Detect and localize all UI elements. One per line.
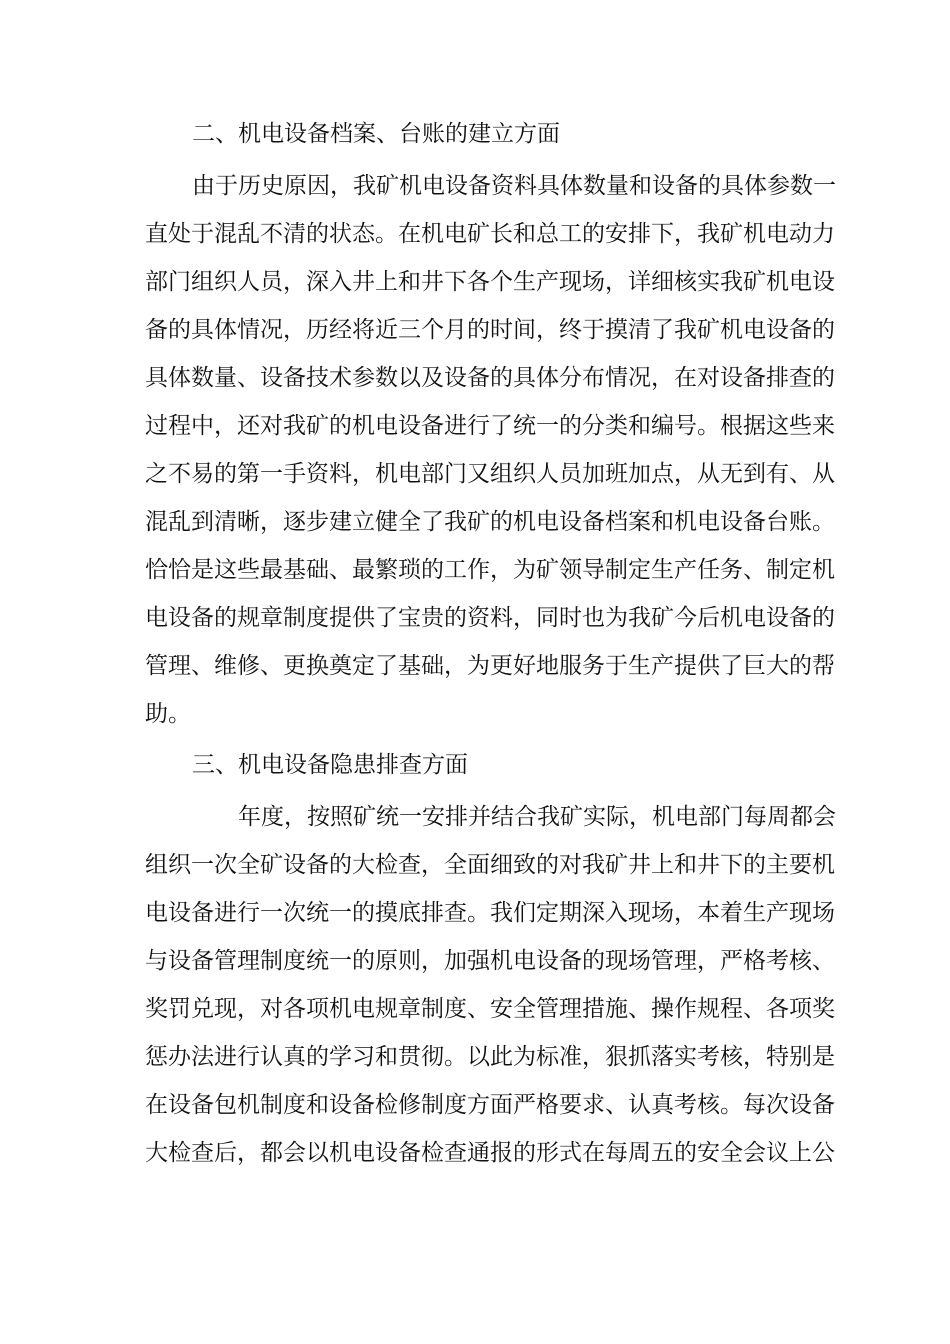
section-2-line-4: 备的具体情况，历经将近三个月的时间，终于摸清了我矿机电设备的 — [145, 317, 835, 343]
section-3-line-5: 奖罚兑现，对各项机电规章制度、安全管理措施、操作规程、各项奖 — [145, 996, 835, 1022]
section-3-line-1: 年度，按照矿统一安排并结合我矿实际，机电部门每周都会 — [238, 804, 836, 830]
section-3-line-7: 在设备包机制度和设备检修制度方面严格要求、认真考核。每次设备 — [145, 1092, 835, 1118]
section-2-heading: 二、机电设备档案、台账的建立方面 — [192, 121, 560, 147]
section-3-heading: 三、机电设备隐患排查方面 — [192, 752, 468, 778]
section-2-line-1: 由于历史原因，我矿机电设备资料具体数量和设备的具体参数一 — [192, 173, 836, 199]
section-2-line-8: 混乱到清晰，逐步建立健全了我矿的机电设备档案和机电设备台账。 — [145, 509, 835, 535]
section-3-line-8: 大检查后，都会以机电设备检查通报的形式在每周五的安全会议上公 — [145, 1140, 835, 1166]
section-2-line-2: 直处于混乱不清的状态。在机电矿长和总工的安排下，我矿机电动力 — [145, 221, 835, 247]
section-3-line-3: 电设备进行一次统一的摸底排查。我们定期深入现场，本着生产现场 — [145, 900, 835, 926]
section-2-line-9: 恰恰是这些最基础、最繁琐的工作，为矿领导制定生产任务、制定机 — [145, 557, 835, 583]
section-2-line-12: 助。 — [145, 701, 191, 727]
section-2-line-6: 过程中，还对我矿的机电设备进行了统一的分类和编号。根据这些来 — [145, 413, 835, 439]
section-3-line-4: 与设备管理制度统一的原则，加强机电设备的现场管理，严格考核、 — [145, 948, 835, 974]
section-2-line-7: 之不易的第一手资料，机电部门又组织人员加班加点，从无到有、从 — [145, 461, 835, 487]
section-3-line-6: 惩办法进行认真的学习和贯彻。以此为标准，狠抓落实考核，特别是 — [145, 1044, 835, 1070]
section-2-line-5: 具体数量、设备技术参数以及设备的具体分布情况，在对设备排查的 — [145, 365, 835, 391]
section-2-line-3: 部门组织人员，深入井上和井下各个生产现场，详细核实我矿机电设 — [145, 269, 835, 295]
section-3-line-2: 组织一次全矿设备的大检查，全面细致的对我矿井上和井下的主要机 — [145, 852, 835, 878]
section-2-line-10: 电设备的规章制度提供了宝贵的资料，同时也为我矿今后机电设备的 — [145, 605, 835, 631]
section-2-line-11: 管理、维修、更换奠定了基础，为更好地服务于生产提供了巨大的帮 — [145, 653, 835, 679]
